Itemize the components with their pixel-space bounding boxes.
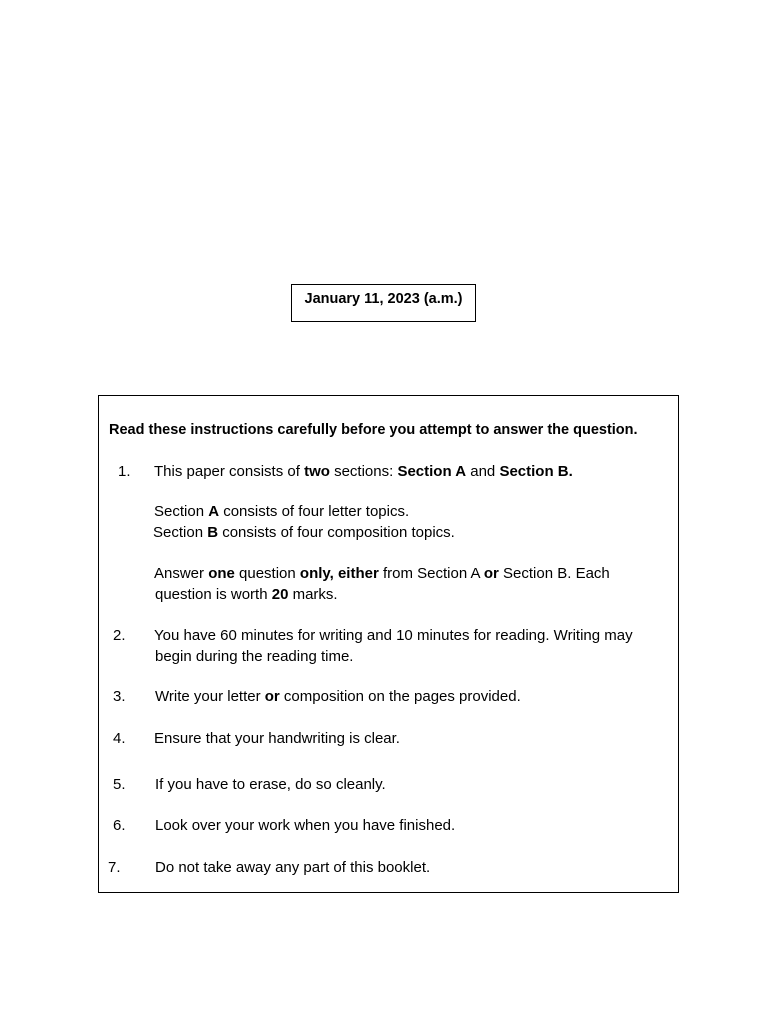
item-1-line-3: Section B consists of four composition topics. — [153, 524, 455, 541]
item-7-text: Do not take away any part of this booklet. — [155, 859, 431, 876]
item-5-number: 5. — [113, 776, 126, 793]
item-2-line-1: You have 60 minutes for writing and 10 minutes for reading. Writing may — [154, 627, 633, 644]
item-3-number: 3. — [113, 688, 126, 705]
item-2-number: 2. — [113, 627, 126, 644]
item-7-number: 7. — [108, 859, 121, 876]
item-3-text: Write your letter or composition on the pages provided. — [155, 688, 521, 705]
item-6-text: Look over your work when you have finished. — [155, 817, 456, 834]
item-6-number: 6. — [113, 817, 126, 834]
exam-date-box — [291, 284, 476, 322]
item-1-line-2: Section A consists of four letter topics. — [154, 503, 410, 520]
item-5-text: If you have to erase, do so cleanly. — [155, 776, 386, 793]
item-4-text: Ensure that your handwriting is clear. — [154, 730, 400, 747]
item-1-line-5: question is worth 20 marks. — [155, 586, 338, 603]
item-1-line-4: Answer one question only, either from Section A or Section B. Each — [154, 565, 610, 582]
item-1-line-1: This paper consists of two sections: Section A and Section B. — [154, 463, 573, 480]
item-2-line-2: begin during the reading time. — [155, 648, 354, 665]
item-1-number: 1. — [118, 463, 131, 480]
instructions-box — [98, 395, 679, 893]
item-4-number: 4. — [113, 730, 126, 747]
instructions-heading: Read these instructions carefully before you attempt to answer the question. — [109, 422, 638, 438]
exam-date: January 11, 2023 (a.m.) — [304, 291, 463, 307]
